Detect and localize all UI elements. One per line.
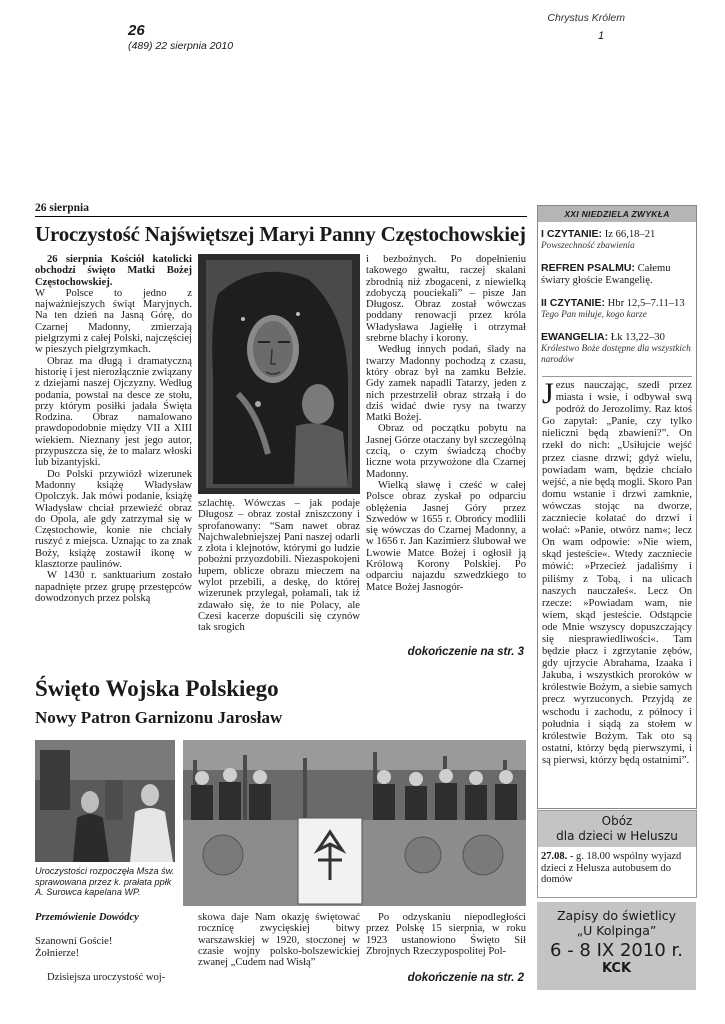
gospel-ref: Łk 13,22–30 xyxy=(610,332,665,343)
article-lead: 26 sierpnia Kościół katolicki obchodzi święto Matki Bożej Częstochowskiej. xyxy=(35,254,192,288)
continued-note: dokończenie na str. 3 xyxy=(407,646,524,658)
enrollment-line-1: Zapisy do świetlicy xyxy=(556,908,677,923)
greeting-1: Szanowni Goście! xyxy=(35,936,113,947)
liturgy-sidebar xyxy=(537,205,697,809)
reading-1 xyxy=(541,228,693,252)
enrollment-dates: 6 - 8 IX 2010 r. xyxy=(550,940,683,961)
camp-notice xyxy=(537,810,697,898)
divider xyxy=(542,376,692,377)
reading-2-ref: Hbr 12,5–7.11–13 xyxy=(607,298,685,309)
enrollment-line-2: „U Kolpinga” xyxy=(576,923,657,938)
publication-name: Chrystus Królem xyxy=(547,12,625,24)
camp-title: Obóz xyxy=(601,814,633,828)
section-date: 26 sierpnia xyxy=(35,202,89,214)
ceremony-photo xyxy=(183,740,526,906)
article-column-3 xyxy=(366,254,526,593)
enrollment-notice xyxy=(537,902,696,990)
gospel-sub: Królestwo Boże dostępne dla wszystkich narodów xyxy=(541,344,691,365)
drop-cap: J xyxy=(542,377,554,410)
camp-date: 27.08. xyxy=(541,851,568,862)
psalm-label: REFREN PSALMU: xyxy=(541,262,635,274)
article2-column-2 xyxy=(198,912,360,968)
article-paragraph: i bezbożnych. Po dopełnieniu takowego gwałtu, raczej skalani zbrodnią niż zbogaceni, z niewielką zdobyczą pouciekali” – pisze Jan Długosz. Obraz został wówczas poddany renowacji przez króla Władysława Jagiełłę i otrzymał srebrne blachy i korony. xyxy=(366,254,526,345)
article-paragraph: Wielką sławę i cześć w całej Polsce obraz zyskał po odparciu oblężenia Jasnej Góry przez Szwedów w 1655 r. Obrońcy modlili się wówczas do Czarnej Madonny, a w 1656 r. Jan Kazimierz ślubował we Lwowie Matce Bożej i ogłosił ją Królową Korony Polskiej. Po odparciu najazdu szwedzkiego to Matce Bożej Jasnogór- xyxy=(366,479,526,593)
reading-1-sub: Powszechność zbawienia xyxy=(541,241,635,251)
article2-subtitle: Nowy Patron Garnizonu Jarosław xyxy=(35,708,283,727)
article2-title: Święto Wojska Polskiego xyxy=(35,676,279,701)
article-paragraph: Do Polski przywiózł wizerunek Madonny książę Władysław Opolczyk. Jak mówi podanie, książę Władysław chciał przewieźć obraz do Opola, ale gdy zatrzymał się w Częstochowie, konie nie chciały ruszyć z miejsca. Uznając to za znak Boży, książę zostawił ikonę w klasztorze paulinów. xyxy=(35,468,192,571)
photo-caption: Uroczystości rozpoczęła Msza św. sprawowana przez k. prałata ppłk A. Surowca kapelana WP. xyxy=(35,866,175,897)
issue-date: (489) 22 sierpnia 2010 xyxy=(128,40,234,52)
reading-2-label: II CZYTANIE: xyxy=(541,297,605,309)
gospel-text-block xyxy=(542,377,692,767)
article-paragraph: W 1430 r. sanktuarium zostało napadnięte przez grupę przestępców dowodzonych przez polską xyxy=(35,570,192,604)
camp-text xyxy=(541,851,693,886)
article-paragraph: W Polsce to jedno z najważniejszych świąt Maryjnych. Na ten dzień na Jasną Górę, do Czarnej Madonny, zmierzają pielgrzymi z całej Polski, najczęściej w pieszych pielgrzymkach. xyxy=(35,287,192,356)
reading-1-label: I CZYTANIE: xyxy=(541,228,603,240)
page-number: 26 xyxy=(128,22,145,39)
madonna-icon-image xyxy=(198,254,360,494)
article-paragraph: Obraz od początku pobytu na Jasnej Górze otaczany był szczególną czcią, o czym świadczą choćby liczne wota przywożone dla Czarnej Madonny. xyxy=(366,423,527,480)
continued-note-2: dokończenie na str. 2 xyxy=(407,972,524,984)
camp-subtitle: dla dzieci w Heluszu xyxy=(556,829,678,843)
reading-2 xyxy=(541,297,693,321)
article-paragraph: Po odzyskaniu niepodległości przez Polskę 15 sierpnia, w roku 1923 ustanowiono Święto Sił Zbrojnych Rzeczypospolitej Pol- xyxy=(366,912,526,957)
article2-column-3 xyxy=(366,912,526,957)
article2-column-1 xyxy=(35,972,192,983)
gospel-label: EWANGELIA: xyxy=(541,331,609,343)
sidebar-heading: XXI NIEDZIELA ZWYKŁA xyxy=(538,206,696,222)
gospel-text: ezus nauczając, szedł przez miasta i wsie, i odbywał swą podróż do Jerozolimy. Raz ktoś Go zapytał: „Panie, czy tylko nieliczni będą zbawieni?”. On rzekł do nich: „Usiłujcie wejść przez ciasne drzwi; gdyż wielu, powiadam wam, będzie chciało wejść, a nie będą mogli. Skoro Pan domu wstanie i drzwi zamknie, wówczas stojąc na dworze, zaczniecie kołatać do drzwi i wołać: »Panie, otwórz nam«; lecz On wam odpowie: »Nie wiem, skąd jesteście«. Wtedy zaczniecie mówić: »Przecież jadaliśmy i piliśmy z Tobą, i na ulicach naszych nauczałeś«. Lecz On rzecze: »Powiadam wam, nie wiem, skąd jesteście. Odstąpcie ode Mnie wszyscy dopuszczający się niesprawiedliwości«. Tam będzie płacz i zgrzytanie zębów, gdy ujrzycie Abrahama, Izaaka i Jakuba, i wszystkich proroków w królestwie Bożym, a siebie samych precz wyrzuconych. Przyjdą ze wschodu i zachodu, z północy i południa i siądą za stołem w królestwie Bożym. Tak oto są ostatni, którzy będą pierwszymi, i są pierwsi, którzy będą ostatnimi”. xyxy=(542,380,692,766)
article-paragraph: skowa daje Nam okazję świętować rocznicę zwycięskiej bitwy warszawskiej w 1920, stoczonej w czasie wojny polsko-bolszewickiej zwanej „Cudem nad Wisłą” xyxy=(198,912,360,969)
camp-details: - g. 18.00 wspólny wyjazd dzieci z Helusza autobusem do domów xyxy=(541,851,682,885)
psalm-text: Całemu świату głoście Ewangelię. xyxy=(541,263,671,286)
mass-photo xyxy=(35,740,175,862)
divider xyxy=(35,216,527,217)
reading-1-ref: Iz 66,18–21 xyxy=(604,229,656,240)
article-title: Uroczystość Najświętszej Maryi Panny Częstochowskiej xyxy=(35,222,526,246)
article-paragraph: szlachtę. Wówczas – jak podaje Długosz – obraz został zniszczony i sprofanowany: “Sam nawet obraz Najchwalebniejszej Pani naszej odarli z złota i klejnotów, którymi go ludzie pobożni przyozdobili. Niezaspokojeni łupem, oblicze obrazu mieczem na wylot przebili, a deskę, do której wizerunek przylegał, połamali, tak iż zdawało się, że to nie Polacy, ale Czesi kacerze dopuścili się czynów tak srogich xyxy=(198,498,360,634)
speech-heading: Przemówienie Dowódcy xyxy=(35,912,139,923)
article-paragraph: Według innych podań, ślady na twarzy Madonny pochodzą z czasu, który obraz był na zamku Bełzie. Gdy zamek napadli Tatarzy, jeden z nich przestrzelił obraz strzałą i do dziś widać dwie rysy na twarzy Matki Bożej. xyxy=(366,344,526,424)
enrollment-org: KCK xyxy=(601,961,632,976)
camp-heading xyxy=(538,811,696,847)
reading-2-sub: Tego Pan miłuje, kogo karze xyxy=(541,310,647,320)
article-column-2 xyxy=(198,498,360,634)
article-paragraph: Obraz ma długą i dramatyczną historię i jest nierozłącznie związany z dziejami naszej Ojczyzny. Według podania, powstał na desce ze stołu, przy którym posiłki jadała Święta Rodzina. Obraz namalowano prawdopodobnie między VII a XIII wiekiem. Nieznany jest jego autor, przypuszcza się, że to malarz włoski lub bizantyjski. xyxy=(35,355,192,469)
article-column-1 xyxy=(35,254,192,604)
psalm xyxy=(541,262,693,287)
greeting-2: Żołnierze! xyxy=(35,948,80,959)
right-page-number: 1 xyxy=(598,30,605,42)
article-paragraph: Dzisiejsza uroczystość woj- xyxy=(47,972,166,983)
gospel xyxy=(541,331,693,366)
